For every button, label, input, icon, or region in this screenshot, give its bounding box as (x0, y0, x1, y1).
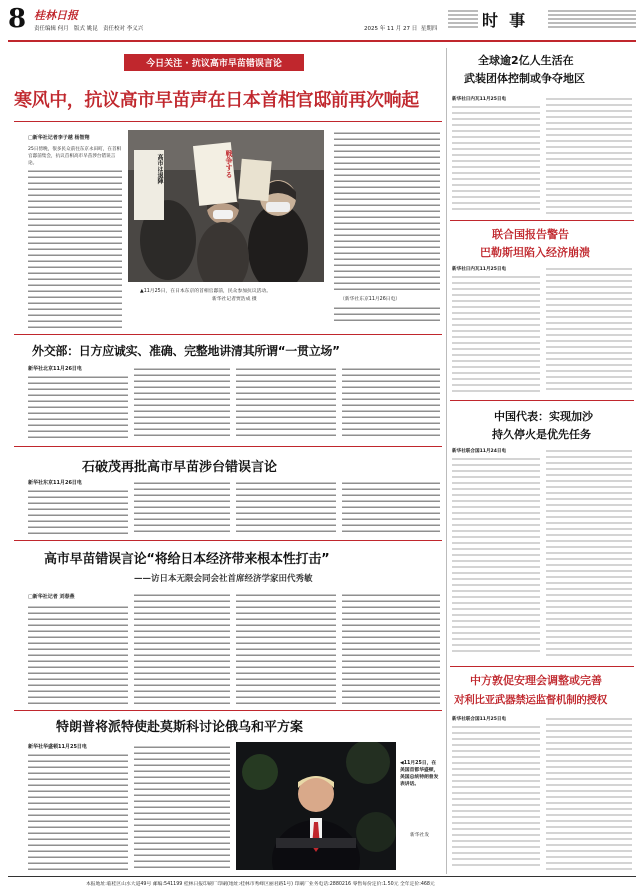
photo-sign-2: 高市は退陣 (156, 154, 163, 184)
header-stripes (448, 10, 478, 30)
right-story-3-col2 (546, 448, 632, 656)
right-story-3-col1 (452, 456, 540, 656)
headline-4-body-3 (236, 592, 336, 704)
main-lead: 25日傍晚，很多民众前往东京永田町，在首相官邸前集会，抗议首相高市早苗涉台错误言论。 (28, 147, 122, 166)
headline-2-body-1 (28, 374, 128, 440)
photo-caption: ▲11月25日，在日本东京的首相官邸前，民众参加抗议活动。 (140, 289, 272, 294)
right-headline-3: 中国代表：实现加沙 (494, 410, 593, 423)
right-headline-4: 中方敦促安理会调整或完善 (470, 674, 602, 687)
masthead: 桂林日报 (34, 9, 78, 22)
headline-5-body-1 (28, 752, 128, 870)
right-story-1-col1 (452, 104, 540, 214)
right-headline-2b: 巴勒斯坦陷入经济崩溃 (480, 246, 590, 259)
right-headline-2-dateline: 新华社日内瓦11月25日电 (452, 267, 507, 272)
trump-photo (236, 742, 396, 870)
header-divider (8, 40, 636, 42)
headline-2-body-3 (236, 366, 336, 440)
headline-3-body-4 (342, 480, 440, 534)
main-body-col3b (334, 305, 440, 325)
layout-label: 版式 姚昆 (74, 26, 98, 32)
headline-3-body-3 (236, 480, 336, 534)
right-headline-3b: 持久停火是优先任务 (492, 428, 591, 441)
photo-sign-1: 戦争する (225, 150, 233, 178)
header-meta (34, 24, 143, 32)
main-body-col1 (28, 168, 122, 328)
headline-4-body-2 (134, 592, 230, 704)
header-date: 2025 年 11 月 27 日 星期四 (364, 26, 438, 32)
main-byline: □新华社记者李子越 杨智翔 (28, 135, 90, 141)
trump-photo-caption: ◀11月25日，在美国首都华盛顿，美国总统特朗普发表讲话。 (400, 761, 439, 787)
right-story-4-col1 (452, 724, 540, 870)
headline-5: 特朗普将派特使赴莫斯科讨论俄乌和平方案 (56, 720, 304, 735)
page-number: 8 (8, 4, 27, 34)
headline-2: 外交部：日方应诚实、准确、完整地讲清其所谓“一贯立场” (32, 344, 340, 358)
right-story-1-col2 (546, 96, 632, 214)
photo-credit: 新华社记者贾浩成 摄 (212, 297, 257, 302)
headline-4-sub: ——访日本无限会同会社首席经济学家田代秀敏 (134, 574, 313, 584)
right-headline-3-dateline: 新华社联合国11月24日电 (452, 449, 507, 454)
headline-2-dateline: 新华社北京11月26日电 (28, 366, 82, 372)
headline-3-body-2 (134, 480, 230, 534)
trump-photo-credit: 新华社发 (410, 833, 430, 838)
headline-5-dateline: 新华社华盛顿11月25日电 (28, 744, 87, 750)
section-block (448, 4, 636, 36)
headline-3-body-1 (28, 488, 128, 534)
right-headline-1b: 武装团体控制或争夺地区 (464, 72, 585, 85)
headline-4-body-1 (28, 604, 128, 704)
headline-4-byline: □新华社记者 刘春燕 (28, 594, 75, 600)
right-story-2-col2 (546, 266, 632, 394)
right-story-2-col1 (452, 274, 540, 394)
protest-photo (128, 130, 324, 282)
right-story-4-col2 (546, 716, 632, 870)
footer-text: 本报地址:临桂区山水大道49号 邮编:541199 桂林日报印刷厂印刷(地址:桂林市秀峰区丽君路1号) 印刷厂业务电话:2880216 零售每份定价:1.50元 全年定价:468元 (86, 882, 435, 887)
headline-4-body-4 (342, 592, 440, 704)
topic-banner-text: 今日关注 · 抗议高市早苗错误言论 (146, 59, 282, 69)
editor-label: 责任编辑 何月 (34, 26, 69, 32)
headline-2-body-4 (342, 366, 440, 440)
page-header (8, 4, 636, 44)
headline-4: 高市早苗错误言论“将给日本经济带来根本性打击” (44, 552, 330, 567)
right-headline-4b: 对利比亚武器禁运监督机制的授权 (454, 694, 607, 706)
proof-label: 责任校对 李义兴 (103, 26, 144, 32)
headline-3-dateline: 新华社东京11月26日电 (28, 480, 82, 486)
main-body-col3 (334, 130, 440, 290)
footer-rule (8, 876, 636, 877)
right-headline-1-dateline: 新华社日内瓦11月25日电 (452, 97, 507, 102)
right-headline-4-dateline: 新华社联合国11月25日电 (452, 717, 507, 722)
main-headline: 寒风中，抗议高市早苗声在日本首相官邸前再次响起 (14, 90, 419, 111)
section-title: 时 事 (482, 11, 526, 30)
headline-5-body-2 (134, 744, 230, 870)
column-divider (446, 48, 447, 874)
headline-2-body-2 (134, 366, 230, 440)
right-headline-1: 全球逾2亿人生活在 (478, 54, 574, 67)
headline-3: 石破茂再批高市早苗涉台错误言论 (82, 460, 278, 475)
main-dateline: （新华社东京11月26日电） (340, 297, 401, 302)
right-headline-2: 联合国报告警告 (492, 228, 569, 241)
